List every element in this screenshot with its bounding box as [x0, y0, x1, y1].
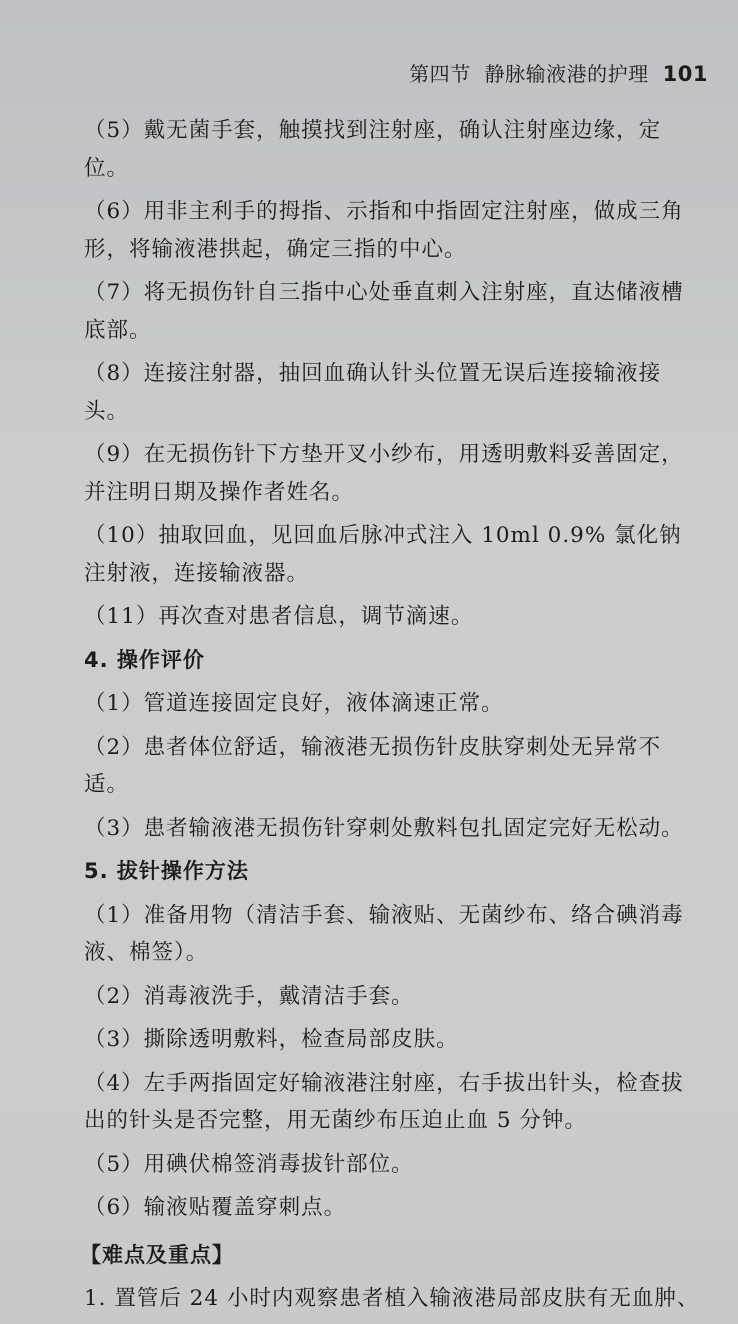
- step-5: （5）戴无菌手套，触摸找到注射座，确认注射座边缘，定位。: [84, 118, 662, 181]
- page-body: [80, 112, 704, 1324]
- removal-item-3: （3）撕除透明敷料，检查局部皮肤。: [84, 1027, 459, 1052]
- step-9: （9）在无损伤针下方垫开叉小纱布，用透明敷料妥善固定，并注明日期及操作者姓名。: [84, 442, 684, 505]
- step-11: （11）再次查对患者信息，调节滴速。: [84, 604, 474, 629]
- removal-item-6: （6）输液贴覆盖穿刺点。: [84, 1195, 347, 1220]
- step-7: （7）将无损伤针自三指中心处垂直刺入注射座，直达储液槽底部。: [84, 280, 684, 343]
- page-number: 101: [662, 62, 708, 86]
- section-heading-needle-removal: 5. 拔针操作方法: [84, 859, 249, 883]
- evaluation-item-2: （2）患者体位舒适，输液港无损伤针皮肤穿刺处无异常不适。: [84, 734, 662, 797]
- removal-item-2: （2）消毒液洗手，戴清洁手套。: [84, 983, 414, 1009]
- removal-item-4: （4）左手两指固定好输液港注射座，右手拔出针头，检查拔出的针头是否完整，用无菌纱布压迫止血 5 分钟。: [84, 1070, 684, 1133]
- evaluation-item-3: （3）患者输液港无损伤针穿刺处敷料包扎固定完好无松动。: [84, 815, 684, 841]
- key-point-1: 1. 置管后 24 小时内观察患者植入输液港局部皮肤有无血肿、: [84, 1286, 700, 1311]
- step-8: （8）连接注射器，抽回血确认针头位置无误后连接输液接头。: [84, 361, 662, 424]
- running-header: [409, 58, 708, 87]
- section-label: 第四节: [409, 62, 471, 86]
- step-10: （10）抽取回血，见回血后脉冲式注入 10ml 0.9% 氯化钠注射液，连接输液器。: [84, 523, 682, 586]
- section-title: 静脉输液港的护理: [484, 62, 649, 86]
- key-points-heading: 【难点及重点】: [80, 1242, 234, 1267]
- removal-item-5: （5）用碘伏棉签消毒拔针部位。: [84, 1151, 414, 1177]
- removal-item-1: （1）准备用物（清洁手套、输液贴、无菌纱布、络合碘消毒液、棉签）。: [84, 902, 684, 965]
- evaluation-item-1: （1）管道连接固定良好，液体滴速正常。: [84, 691, 504, 716]
- section-heading-evaluation: 4. 操作评价: [84, 647, 205, 672]
- step-6: （6）用非主利手的拇指、示指和中指固定注射座，做成三角形，将输液港拱起，确定三指的中心。: [84, 199, 684, 262]
